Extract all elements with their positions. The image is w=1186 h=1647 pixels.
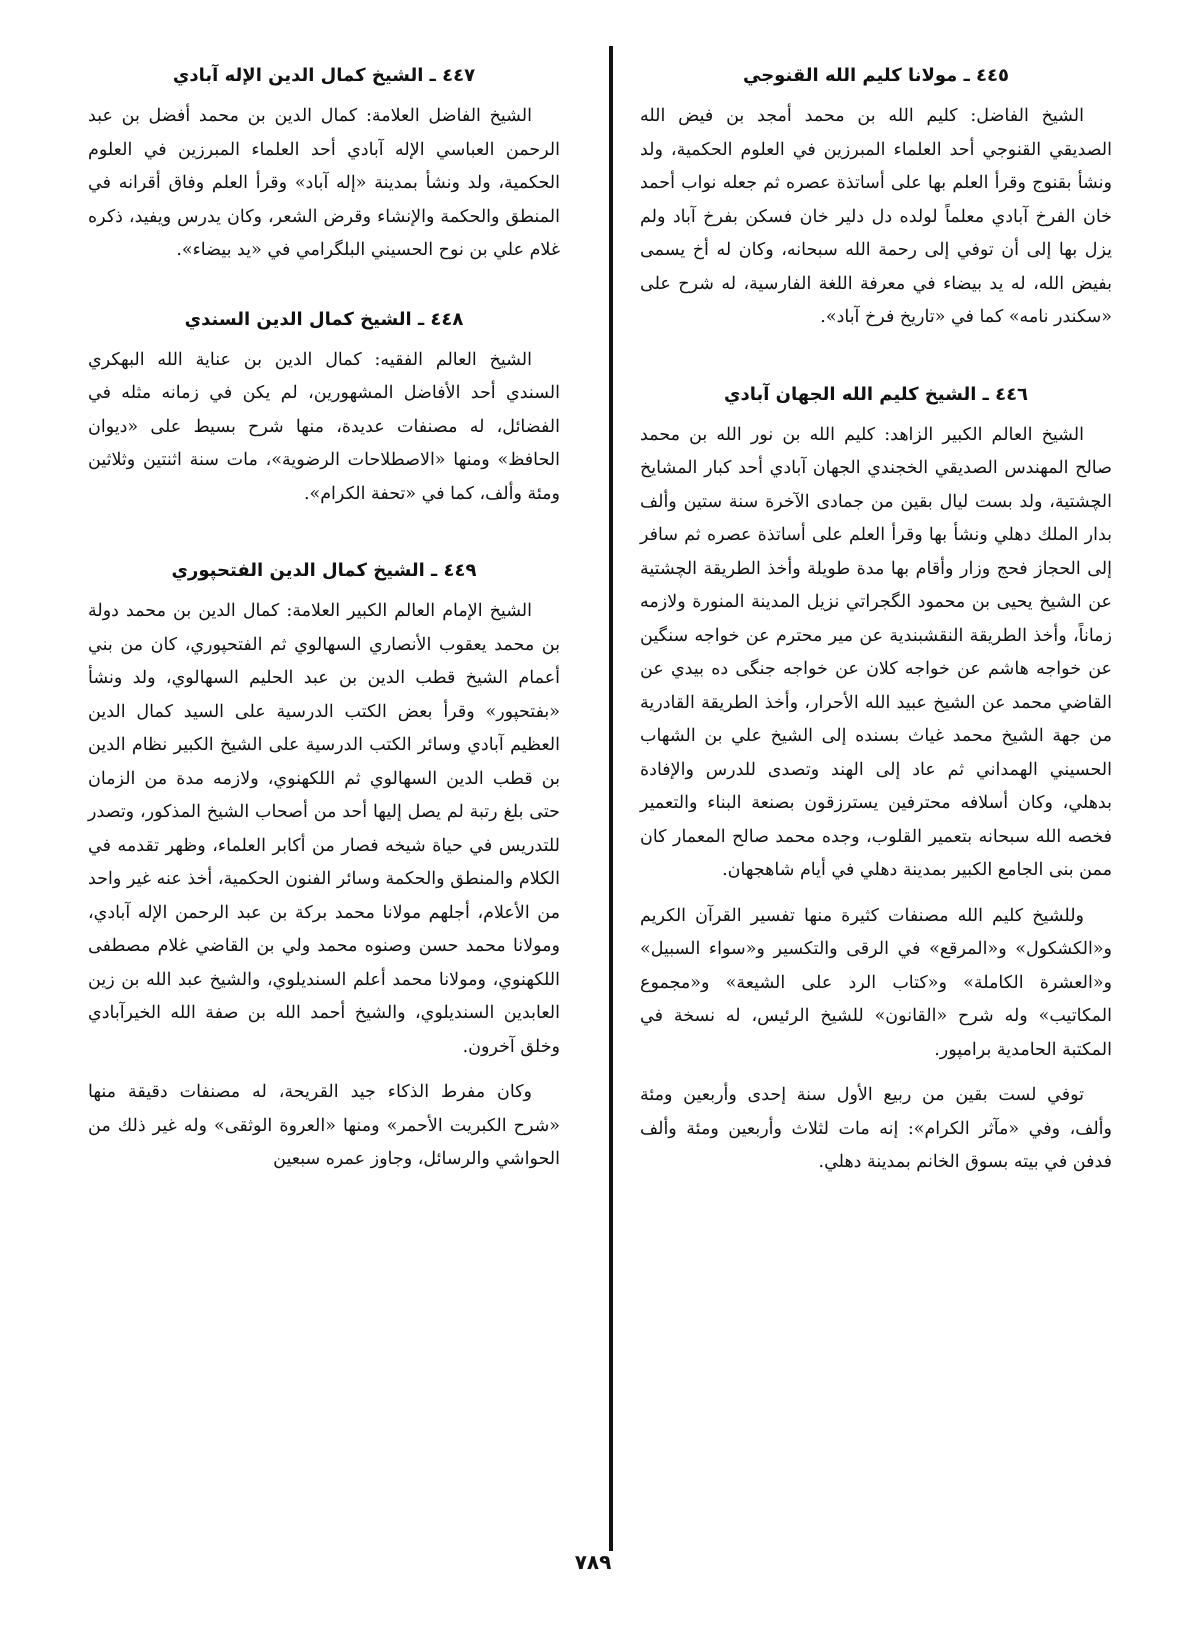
section-gap <box>88 268 560 294</box>
section-gap <box>640 335 1112 369</box>
entry-447-paragraph: الشيخ الفاضل العلامة: كمال الدين بن محمد أفضل بن عبد الرحمن العباسي الإله آبادي أحد العلماء المبرزين في العلوم الحكمية، ولد ونشأ بمدينة «إله آباد» وقرأ العلم وفاق أقرانه في المنطق والحكمة والإنشاء وقرض الشعر، وكان يدرس ويفيد، ذكره غلام علي بن نوح الحسيني البلگرامي في «يد بيضاء». <box>88 106 560 260</box>
section-gap <box>88 511 560 545</box>
entry-446-title: ٤٤٦ ـ الشيخ كليم الله الجهان آبادي <box>723 383 1029 405</box>
entry-448-title: ٤٤٨ ـ الشيخ كمال الدين السندي <box>184 308 464 330</box>
paragraph-gap <box>640 1067 1112 1079</box>
paragraph-gap <box>640 888 1112 900</box>
entry-446-paragraph-2: وللشيخ كليم الله مصنفات كثيرة منها تفسير القرآن الكريم و«الكشكول» و«المرقع» في الرقى والتكسير و«سواء السبيل» و«العشرة الكاملة» و«كتاب الرد على الشيعة» و«مجموع المكاتيب» وله شرح «القانون» للشيخ الرئيس، له نسخة في المكتبة الحامدية برامپور. <box>640 905 1112 1060</box>
entry-449-paragraph-1: الشيخ الإمام العالم الكبير العلامة: كمال الدين بن محمد دولة بن محمد يعقوب الأنصاري السهالوي ثم الفتحپوري، كان من بني أعمام الشيخ قطب الدين بن عبد الحليم السهالوي، ولد ونشأ «بفتحپور» وقرأ بعض الكتب الدرسية على السيد كمال الدين العظيم آبادي وسائر الكتب الدرسية على الشيخ الكبير نظام الدين بن قطب الدين السهالوي ثم اللكهنوي، ولازمه مدة من الزمان حتى بلغ رتبة لم يصل إليها أحد من أصحاب الشيخ المذكور، وتصدر للتدريس في حياة شيخه فصار من أكابر العلماء، وظهر تقدمه في الكلام والمنطق والحكمة وسائر الفنون الحكمية، أخذ عنه غير واحد من الأعلام، أجلهم مولانا محمد بركة بن عبد الرحمن الإله آبادي، ومولانا محمد حسن وصنوه محمد ولي بن القاضي غلام مصطفى اللكهنوي، ومولانا محمد أعلم السنديلوي، والشيخ عبد الله بن زين العابدين السنديلوي، والشيخ أحمد الله بن صفة الله الخيرآبادي وخلق آخرون. <box>88 601 560 1057</box>
entry-449-title: ٤٤٩ ـ الشيخ كمال الدين الفتحپوري <box>171 560 477 581</box>
entry-448-paragraph: الشيخ العالم الفقيه: كمال الدين بن عناية الله البهكري السندي أحد الأفاضل المشهورين، لم يكن في زمانه مثله في الفضائل، له مصنفات عديدة، منها شرح بسيط على «ديوان الحافظ» ومنها «الاصطلاحات الرضوية»، مات سنة اثنتين وثلاثين ومئة وألف، كما في «تحفة الكرام». <box>88 349 560 504</box>
right-column <box>640 50 1112 1180</box>
entry-446-paragraph-1: الشيخ العالم الكبير الزاهد: كليم الله بن نور الله بن محمد صالح المهندس الصديقي الخجندي الجهان آبادي أحد كبار المشايخ الچشتية، ولد بست ليال بقين من جمادى الآخرة سنة ستين وألف بدار الملك دهلي ونشأ بها وقرأ العلم على أساتذة عصره ثم سافر إلى الحجاز فحج وزار وأقام بها مدة طويلة وأخذ الطريقة الچشتية عن الشيخ يحيى بن محمود الگجراتي نزيل المدينة المنورة ولازمه زماناً، وأخذ الطريقة النقشبندية عن مير محترم عن خواجه سنگين عن خواجه هاشم عن خواجه كلان عن خواجه جنگى ده بيدي عن القاضي محمد عن الشيخ عبيد الله الأحرار، وأخذ الطريقة القادرية من جهة الشيخ محمد غياث بسنده إلى الشيخ علي بن الشهاب الحسيني الهمداني ثم عاد إلى الهند وتصدى للدرس والإفادة بدهلي، وكان أسلافه محترفين يسترزقون بصنعة البناء والتعمير فخصه الله سبحانه بتعمير القلوب، وجده محمد صالح المعمار كان ممن بنى الجامع الكبير بمدينة دهلي في أيام شاهجهان. <box>640 424 1112 880</box>
page-number: ٧٨٩ <box>574 1550 612 1574</box>
entry-445-paragraph: الشيخ الفاضل: كليم الله بن محمد أمجد بن فيض الله الصديقي القنوجي أحد العلماء المبرزين في العلوم الحكمية، ولد ونشأ بقنوج وقرأ العلم بها على أساتذة عصره ثم جعله نواب أحمد خان الفرخ آبادي معلماً لولده دل دلير خان فسكن بفرخ آباد ولم يزل بها إلى أن توفي إلى رحمة الله سبحانه، وكان له أخ يسمى بفيض الله، له يد بيضاء في معرفة اللغة الفارسية، له شرح على «سكندر نامه» كما في «تاريخ فرخ آباد». <box>640 106 1112 327</box>
entry-445-title: ٤٤٥ ـ مولانا كليم الله القنوجي <box>743 65 1009 86</box>
entry-447-title: ٤٤٧ ـ الشيخ كمال الدين الإله آبادي <box>172 65 476 86</box>
column-divider <box>609 46 613 1551</box>
entry-449-paragraph-2: وكان مفرط الذكاء جيد القريحة، له مصنفات دقيقة منها «شرح الكبريت الأحمر» ومنها «العروة الوثقى» وله غير ذلك من الحواشي والرسائل، وجاوز عمره سبعين <box>88 1082 560 1169</box>
left-column <box>88 50 560 1177</box>
entry-446-paragraph-3: توفي لست بقين من ربيع الأول سنة إحدى وأربعين ومئة وألف، وفي «مآثر الكرام»: إنه مات لثلاث وأربعين ومئة وألف فدفن في بيته بسوق الخانم بمدينة دهلي. <box>640 1085 1112 1172</box>
paragraph-gap <box>88 1064 560 1076</box>
